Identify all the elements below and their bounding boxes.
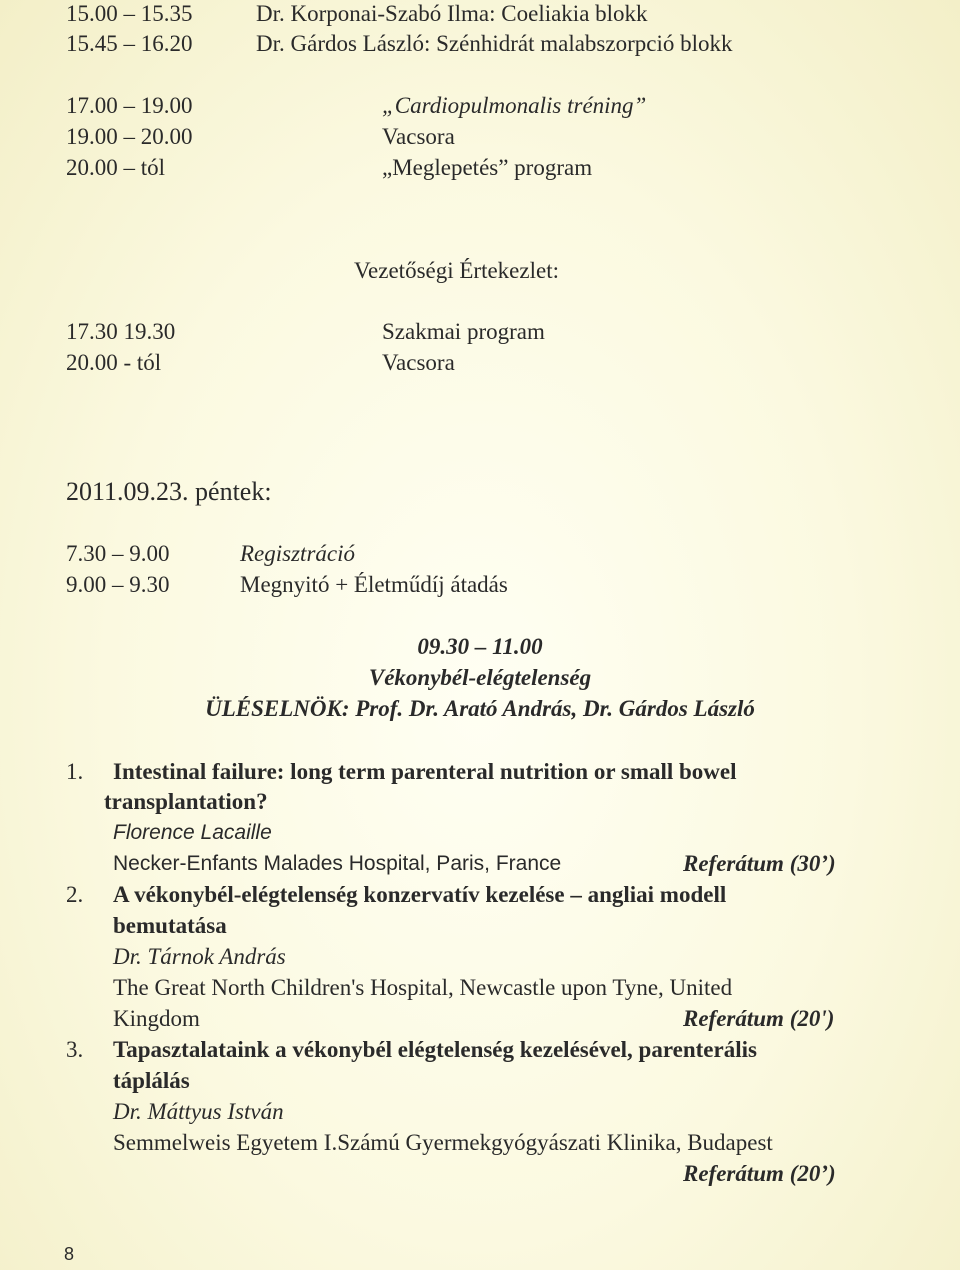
talk-affiliation: The Great North Children's Hospital, Newcastle upon Tyne, United xyxy=(113,975,733,1000)
schedule-event: „Meglepetés” program xyxy=(382,155,593,180)
talk-referat: Referátum (20') xyxy=(683,1006,835,1031)
talk-title-cont: transplantation? xyxy=(104,789,268,814)
talk-number: 3. xyxy=(66,1037,84,1062)
talk-referat: Referátum (20’) xyxy=(683,1161,836,1186)
schedule-time: 20.00 - tól xyxy=(66,350,162,375)
talk-title: Intestinal failure: long term parenteral nutrition or small bowel xyxy=(113,759,737,784)
session-chairs: ÜLÉSELNÖK: Prof. Dr. Arató András, Dr. Gárdos László xyxy=(205,696,755,721)
schedule-event: Megnyitó + Életműdíj átadás xyxy=(240,572,508,597)
talk-title: A vékonybél-elégtelenség konzervatív kezelése – angliai modell xyxy=(113,882,727,907)
page-number: 8 xyxy=(64,1244,75,1264)
schedule-event: „Cardiopulmonalis tréning” xyxy=(382,93,647,118)
talk-affiliation-cont: Kingdom xyxy=(113,1006,200,1031)
talk-title: Tapasztalataink a vékonybél elégtelenség kezelésével, parenterális xyxy=(113,1037,757,1062)
talk-number: 1. xyxy=(66,759,84,784)
schedule-event: Dr. Gárdos László: Szénhidrát malabszorpció blokk xyxy=(256,31,733,56)
talk-number: 2. xyxy=(66,882,84,907)
talk-affiliation: Semmelweis Egyetem I.Számú Gyermekgyógyászati Klinika, Budapest xyxy=(113,1130,773,1155)
schedule-time: 15.45 – 16.20 xyxy=(66,31,193,56)
talk-referat: Referátum (30’) xyxy=(683,851,836,876)
schedule-event: Regisztráció xyxy=(240,541,355,566)
schedule-event: Dr. Korponai-Szabó Ilma: Coeliakia blokk xyxy=(256,1,648,26)
schedule-time: 17.30 19.30 xyxy=(66,319,176,344)
talk-speaker: Dr. Tárnok András xyxy=(113,944,286,969)
talk-title-cont: táplálás xyxy=(113,1068,190,1093)
schedule-time: 17.00 – 19.00 xyxy=(66,93,193,118)
day-heading: 2011.09.23. péntek: xyxy=(66,477,272,506)
schedule-event: Vacsora xyxy=(382,350,455,375)
leadership-heading: Vezetőségi Értekezlet: xyxy=(354,258,559,283)
talk-speaker: Dr. Máttyus István xyxy=(113,1099,284,1124)
schedule-event: Vacsora xyxy=(382,124,455,149)
talk-title-cont: bemutatása xyxy=(113,913,227,938)
schedule-time: 15.00 – 15.35 xyxy=(66,1,193,26)
schedule-time: 20.00 – tól xyxy=(66,155,166,180)
session-time: 09.30 – 11.00 xyxy=(417,634,543,659)
schedule-event: Szakmai program xyxy=(382,319,545,344)
talk-speaker: Florence Lacaille xyxy=(113,821,272,844)
schedule-time: 19.00 – 20.00 xyxy=(66,124,193,149)
session-title: Vékonybél-elégtelenség xyxy=(368,665,592,690)
schedule-time: 7.30 – 9.00 xyxy=(66,541,170,566)
schedule-time: 9.00 – 9.30 xyxy=(66,572,170,597)
talk-affiliation: Necker-Enfants Malades Hospital, Paris, France xyxy=(113,852,562,875)
